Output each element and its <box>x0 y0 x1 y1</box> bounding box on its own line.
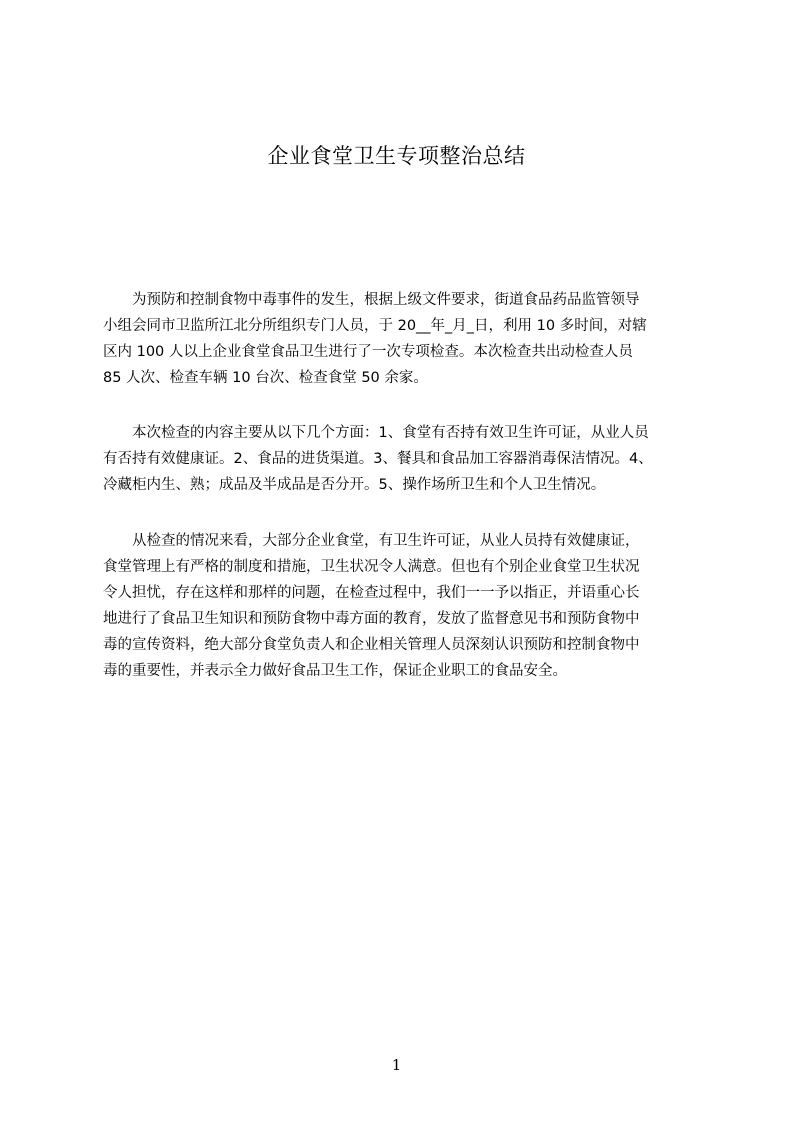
paragraph-2 <box>103 420 695 498</box>
paragraph-line: 毒的宣传资料，绝大部分食堂负责人和企业相关管理人员深刻认识预防和控制食物中 <box>103 637 640 653</box>
paragraph-line: 85 人次、检查车辆 10 台次、检查食堂 50 余家。 <box>103 370 428 386</box>
paragraph-line: 为预防和控制食物中毒事件的发生，根据上级文件要求，街道食品药品监管领导 <box>103 292 640 308</box>
paragraph-line: 本次检查的内容主要从以下几个方面：1、食堂有否持有效卫生许可证，从业人员 <box>103 425 649 441</box>
paragraph-line: 冷藏柜内生、熟；成品及半成品是否分开。5、操作场所卫生和个人卫生情况。 <box>103 477 606 493</box>
paragraph-line: 有否持有效健康证。2、食品的进货渠道。3、餐具和食品加工容器消毒保洁情况。4、 <box>103 451 653 467</box>
paragraph-line: 地进行了食品卫生知识和预防食物中毒方面的教育，发放了监督意见书和预防食物中 <box>103 611 640 627</box>
paragraph-3 <box>103 528 695 684</box>
paragraph-line: 毒的重要性，并表示全力做好食品卫生工作，保证企业职工的食品安全。 <box>103 663 567 679</box>
document-title: 企业食堂卫生专项整治总结 <box>267 144 526 168</box>
paragraph-line: 区内 100 人以上企业食堂食品卫生进行了一次专项检查。本次检查共出动检查人员 <box>103 344 633 360</box>
paragraph-line: 食堂管理上有严格的制度和措施，卫生状况令人满意。但也有个别企业食堂卫生状况 <box>103 559 640 575</box>
paragraph-line: 从检查的情况来看，大部分企业食堂，有卫生许可证，从业人员持有效健康证， <box>103 533 640 549</box>
paragraph-1 <box>103 287 695 391</box>
paragraph-line: 小组会同市卫监所江北分所组织专门人员，于 20__年_月_日，利用 10 多时间，对辖 <box>103 318 647 334</box>
paragraph-line: 令人担忧，存在这样和那样的问题，在检查过程中，我们一一予以指正，并语重心长 <box>103 585 640 601</box>
page-number: 1 <box>391 1056 402 1074</box>
